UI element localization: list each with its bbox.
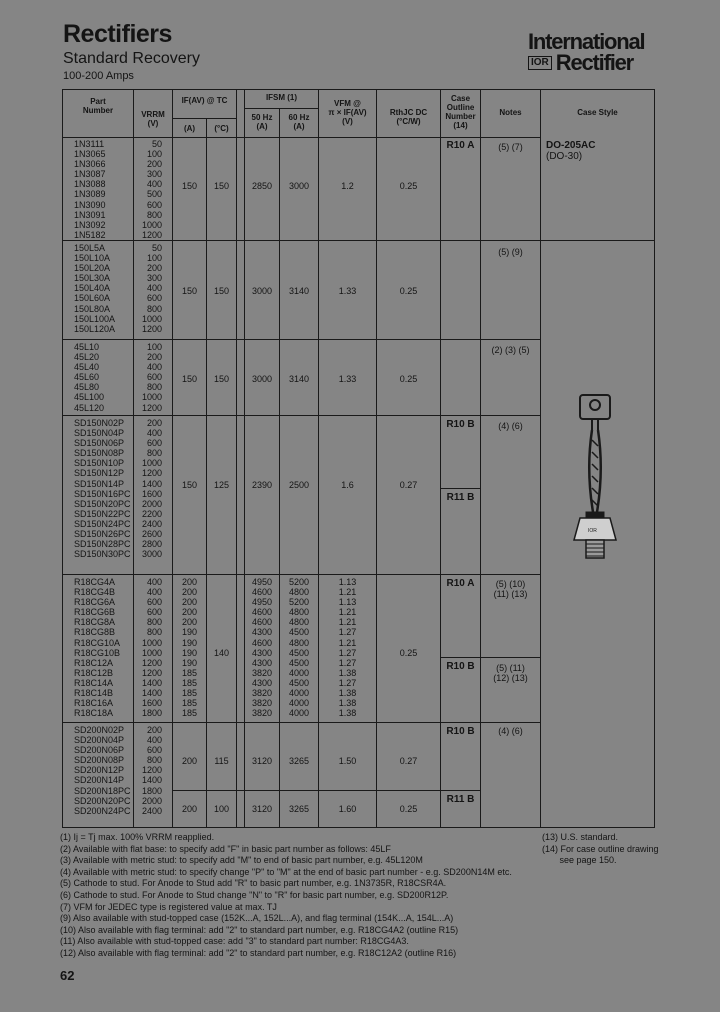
notes-cell: (4) (6) (498, 726, 523, 736)
outline-cell: R10 A (446, 578, 475, 589)
notes-cell: (5) (10) (11) (13) (493, 579, 528, 600)
ior-logo: IOR (528, 56, 552, 70)
footnote: (1) I⁠j = Tj max. 100% VRRM reapplied. (60, 832, 215, 842)
group4-60hz: 2500 (288, 480, 310, 490)
header-part-number: Part Number (82, 97, 114, 115)
footnote: (6) Cathode to stud. For Anode to Stud change "N" to "R" for basic part number, e.g. SD200R12P. (60, 889, 449, 900)
footnote: (5) Cathode to stud. For Anode to Stud add "R" to basic part number, e.g. 1N3735R, R18CSR4A. (60, 878, 447, 889)
group5-60hz: 5200 4800 5200 4800 4800 4500 4800 4500 4500 4000 4500 4000 4000 4000 (288, 577, 310, 719)
group3-rth: 0.25 (399, 374, 418, 384)
current-range: 100-200 Amps (63, 70, 134, 82)
group6-part-numbers: SD200N02P SD200N04P SD200N06P SD200N08P SD200N12P SD200N14P SD200N18PC SD200N20PC SD200N24PC (74, 725, 131, 816)
page-subtitle: Standard Recovery (63, 50, 200, 67)
group2-rth: 0.25 (399, 286, 418, 296)
diode-drawing (574, 395, 616, 558)
group6-row2-ifav: 200 (181, 804, 198, 814)
group5-part-numbers: R18CG4A R18CG4B R18CG6A R18CG6B R18CG8A R18CG8B R18CG10A R18CG10B R18C12A R18C12B R18C14A R18C14B R18C16A R18C18A (74, 577, 121, 719)
group3-ifav: 150 (181, 374, 198, 384)
group5-tc: 140 (213, 648, 230, 658)
group6-row2-50hz: 3120 (251, 804, 273, 814)
header-case-style: Case Style (577, 108, 618, 117)
table-cell: 1N5182 (74, 229, 106, 240)
table-cell: 1N3087 (74, 169, 106, 180)
group3-50hz: 3000 (251, 374, 273, 384)
group2-part-numbers: 150L5A 150L10A 150L20A 150L30A 150L40A 150L60A 150L80A 150L100A 150L120A (74, 243, 116, 334)
group5-ifav: 200 200 200 200 200 190 190 190 190 185 185 185 185 185 (181, 577, 198, 719)
page-number: 62 (60, 968, 75, 983)
notes-cell: (4) (6) (498, 421, 523, 431)
group2-50hz: 3000 (251, 286, 273, 296)
group2-tc: 150 (213, 286, 230, 296)
footnote: (7) VFM for JEDEC type is registered value at max. TJ (60, 901, 277, 912)
group6-row1-tc: 115 (214, 756, 229, 766)
footnote: (13) U.S. standard. (542, 832, 619, 842)
outline-cell: R10 A (446, 140, 475, 151)
notes-cell: (5) (9) (498, 247, 523, 257)
header-tc-unit: (°C) (214, 124, 229, 133)
table-cell: 1N3065 (74, 149, 106, 160)
footnote: (11) Also available with stud-topped case: add "3" to standard part number: R18CG4A3. (60, 936, 409, 947)
footnote: (4) Available with metric stud: to specify change "P" to "M" at the end of basic part number - e.g. SD200N14M etc. (60, 866, 512, 877)
outline-cell: R10 B (446, 726, 475, 737)
header-60hz: 60 Hz (A) (288, 113, 310, 131)
group1-part-numbers (74, 139, 132, 240)
brand-name-line2: Rectifier (555, 50, 634, 75)
group5-50hz: 4950 4600 4950 4600 4600 4300 4600 4300 4300 3820 4300 3820 3820 3820 (251, 577, 273, 719)
group1-50hz: 2850 (251, 181, 273, 191)
svg-text:IOR: IOR (588, 528, 597, 534)
group1-vrrm: 50 100 200 300 400 500 600 800 1000 1200 (141, 139, 162, 240)
table-cell: 1N3089 (74, 189, 106, 200)
group6-row2-tc: 100 (213, 804, 230, 814)
group1-60hz: 3000 (288, 181, 310, 191)
group6-row1-vfm: 1.50 (338, 756, 357, 766)
header-ifav: IF(AV) @ TC (181, 96, 228, 105)
group6-row2-rth: 0.25 (399, 804, 418, 814)
group2-vrrm: 50 100 200 300 400 600 800 1000 1200 (141, 243, 162, 334)
group2-vfm: 1.33 (338, 286, 357, 296)
case-style-name: DO-205AC (546, 140, 596, 151)
header-ifsm: IFSM (1) (265, 93, 298, 102)
header-vrrm: VRRM (V) (141, 110, 165, 128)
group4-tc: 125 (213, 480, 230, 490)
group6-row1-50hz: 3120 (251, 756, 273, 766)
group3-vrrm: 100 200 400 600 800 1000 1200 (141, 342, 162, 413)
table-cell: 1N3092 (74, 219, 106, 230)
group4-vrrm: 200 400 600 800 1000 1200 1400 1600 2000 2200 2400 2600 2800 3000 (141, 418, 162, 560)
footnote: (2) Available with flat base: to specify add "F" in basic part number as follows: 45LF (60, 843, 391, 854)
footnote: see page 150. (542, 855, 617, 866)
group6-row1-ifav: 200 (181, 756, 198, 766)
group1-tc: 150 (213, 181, 230, 191)
table-cell: 1N3088 (74, 179, 106, 190)
group3-part-numbers: 45L10 45L20 45L40 45L60 45L80 45L100 45L120 (74, 342, 105, 413)
footnote: (14) For case outline drawing (542, 843, 659, 854)
outline-cell: R11 B (446, 794, 475, 805)
footnote: (12) Also available with flag terminal: add "2" to standard part number, e.g. R18C12A2 (outline R16) (60, 947, 457, 958)
group2-60hz: 3140 (288, 286, 310, 296)
group5-vrrm: 400 400 600 600 800 800 1000 1000 1200 1200 1400 1400 1600 1800 (141, 577, 162, 719)
table-cell: 1N3091 (74, 209, 106, 220)
group6-vrrm: 200 400 600 800 1200 1400 1800 2000 2400 (141, 725, 162, 816)
outline-cell: R11 B (446, 492, 475, 503)
brand-name-line1: International (528, 29, 645, 54)
page-title: Rectifiers (63, 20, 172, 48)
case-style-alt: (DO-30) (546, 151, 583, 162)
header-vfm: VFM @ π × IF(AV) (V) (328, 99, 367, 126)
footnote: (3) Available with metric stud: to specify add "M" to end of basic part number, e.g. 45L120M (60, 855, 423, 866)
group4-rth: 0.27 (399, 480, 418, 490)
group4-ifav: 150 (181, 480, 198, 490)
group3-60hz: 3140 (288, 374, 310, 384)
group4-50hz: 2390 (251, 480, 273, 490)
table-cell: 1N3090 (74, 199, 106, 210)
header-case-outline: Case Outline Number (14) (445, 94, 476, 130)
notes-cell: (2) (3) (5) (491, 345, 530, 355)
notes-cell: (5) (7) (498, 142, 523, 152)
group6-row1-60hz: 3265 (288, 756, 310, 766)
footnote: (10) Also available with flag terminal: add "2" to standard part number, e.g. R18CG4A2 (outline R15) (60, 924, 459, 935)
outline-cell: R10 B (446, 661, 475, 672)
group4-part-numbers: SD150N02P SD150N04P SD150N06P SD150N08P SD150N10P SD150N12P SD150N14P SD150N16PC SD150N20PC SD150N22PC SD150N24PC SD150N26PC SD150N28PC SD150N30PC (74, 418, 131, 560)
group1-rth: 0.25 (399, 181, 418, 191)
group6-row2-vfm: 1.60 (338, 804, 357, 814)
group5-rth: 0.25 (399, 648, 418, 658)
group6-row2-60hz: 3265 (288, 804, 310, 814)
header-notes: Notes (499, 108, 522, 117)
group5-vfm: 1.13 1.21 1.13 1.21 1.21 1.27 1.21 1.27 1.27 1.38 1.27 1.38 1.38 1.38 (338, 577, 357, 719)
table-cell: 1N3066 (74, 159, 106, 170)
group1-ifav: 150 (181, 181, 198, 191)
group3-tc: 150 (213, 374, 230, 384)
group6-row1-rth: 0.27 (399, 756, 418, 766)
header-ifav-unit: (A) (183, 124, 196, 133)
table-cell: 1N3111 (74, 139, 105, 149)
group3-vfm: 1.33 (338, 374, 357, 384)
footnotes-left (60, 832, 530, 960)
header-50hz: 50 Hz (A) (251, 113, 273, 131)
group4-vfm: 1.6 (341, 480, 354, 490)
notes-cell: (5) (11) (12) (13) (493, 663, 528, 684)
header-rthjc: RthJC DC (°C/W) (389, 108, 428, 126)
group2-ifav: 150 (181, 286, 198, 296)
outline-cell: R10 B (446, 419, 475, 430)
footnotes-right (542, 832, 662, 867)
group1-vfm: 1.2 (341, 181, 354, 191)
footnote: (9) Also available with stud-topped case (152K...A, 152L...A), and flag terminal (154K...A, 154L...A) (60, 913, 454, 924)
